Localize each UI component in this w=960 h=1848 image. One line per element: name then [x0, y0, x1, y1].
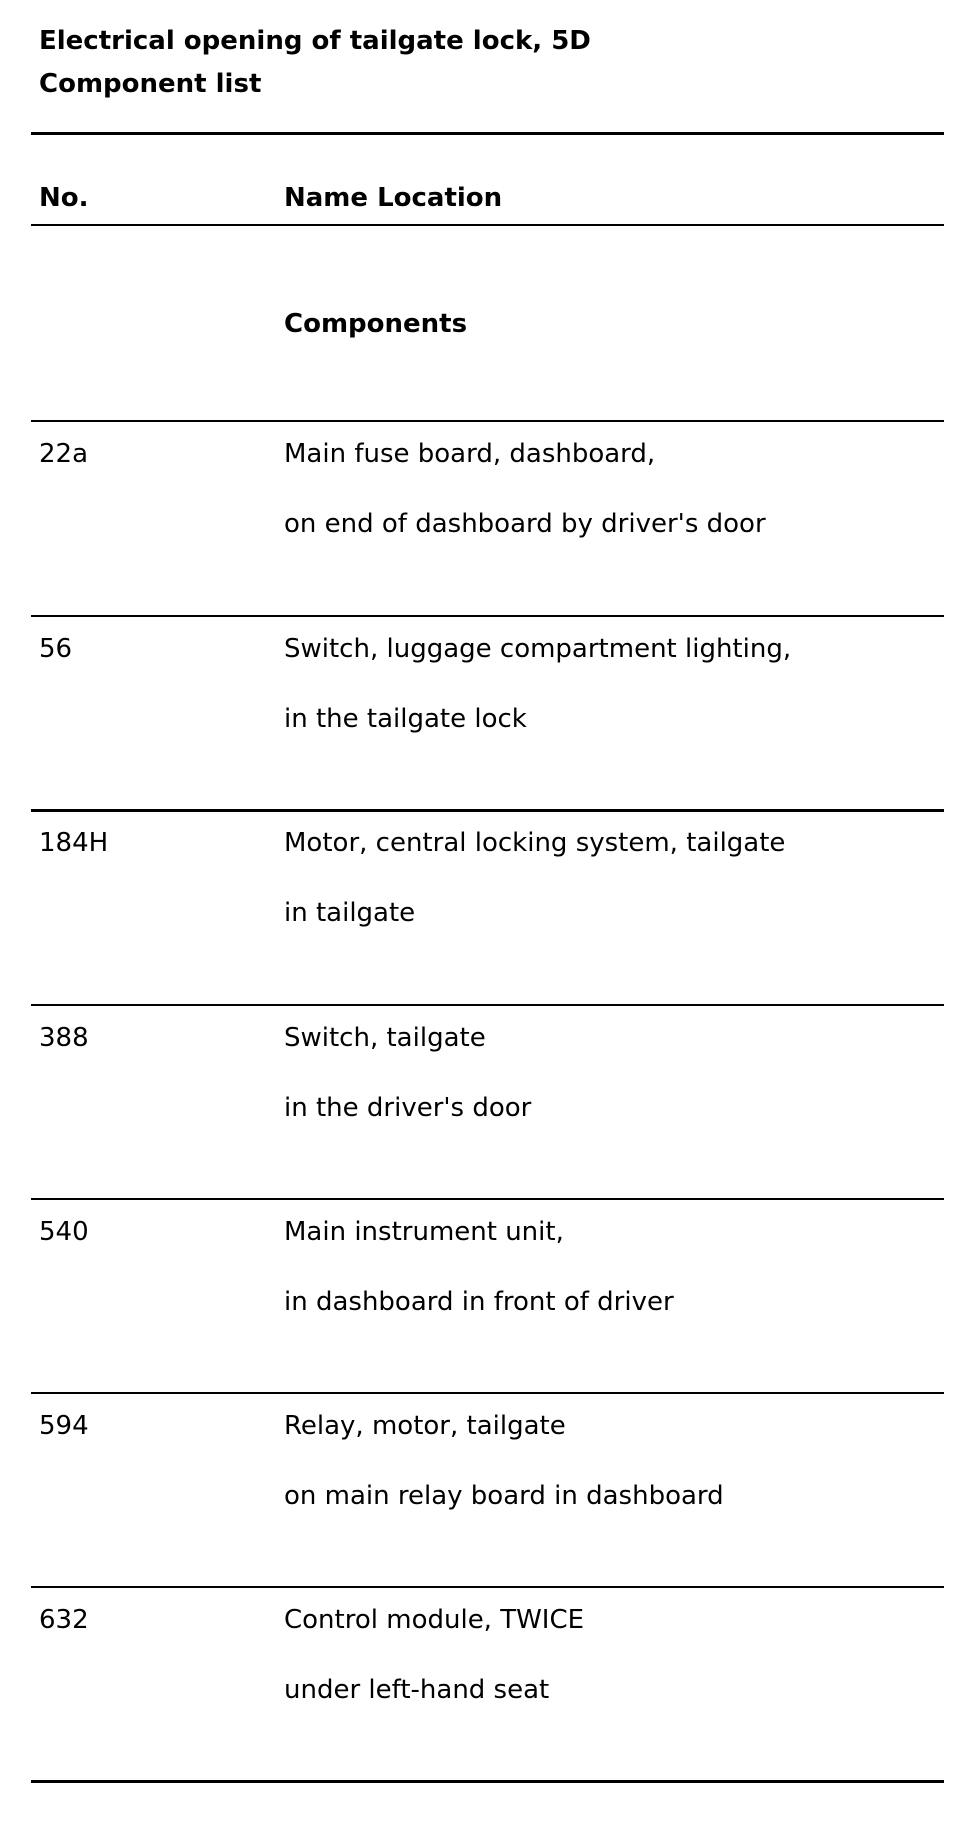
- title-line-1: Electrical opening of tailgate lock, 5D: [39, 26, 591, 56]
- component-number: 540: [39, 1217, 89, 1247]
- component-name: Control module, TWICE: [284, 1605, 585, 1635]
- row-divider: [31, 1004, 944, 1006]
- table-row: [0, 809, 960, 1005]
- row-divider: [31, 1586, 944, 1588]
- component-name: Switch, tailgate: [284, 1023, 486, 1053]
- component-location: on main relay board in dashboard: [284, 1481, 724, 1511]
- component-name: Motor, central locking system, tailgate: [284, 828, 786, 858]
- document-title: [39, 20, 591, 106]
- component-location: on end of dashboard by driver's door: [284, 509, 766, 539]
- bottom-divider: [31, 1780, 944, 1783]
- component-name: Main fuse board, dashboard,: [284, 439, 656, 469]
- table-row: [0, 1004, 960, 1200]
- row-divider: [31, 615, 944, 617]
- component-number: 594: [39, 1411, 89, 1441]
- row-divider: [31, 1198, 944, 1200]
- table-row: [0, 1392, 960, 1588]
- component-location: under left-hand seat: [284, 1675, 550, 1705]
- component-name: Relay, motor, tailgate: [284, 1411, 566, 1441]
- component-number: 22a: [39, 439, 89, 469]
- title-line-2: Component list: [39, 69, 262, 99]
- component-number: 56: [39, 634, 73, 664]
- table-row: [0, 1198, 960, 1394]
- component-number: 184H: [39, 828, 109, 858]
- component-name: Main instrument unit,: [284, 1217, 564, 1247]
- top-divider: [31, 132, 944, 135]
- column-header-name-location: Name Location: [284, 183, 503, 213]
- column-header-no: No.: [39, 183, 89, 213]
- component-number: 388: [39, 1023, 89, 1053]
- table-row: [0, 420, 960, 616]
- component-number: 632: [39, 1605, 89, 1635]
- table-row: [0, 615, 960, 811]
- component-location: in dashboard in front of driver: [284, 1287, 674, 1317]
- table-row: [0, 1586, 960, 1782]
- section-heading-components: Components: [284, 309, 468, 339]
- row-divider: [31, 420, 944, 422]
- component-location: in the driver's door: [284, 1093, 532, 1123]
- row-divider: [31, 809, 944, 812]
- component-location: in the tailgate lock: [284, 704, 527, 734]
- row-divider: [31, 1392, 944, 1394]
- component-location: in tailgate: [284, 898, 416, 928]
- component-name: Switch, luggage compartment lighting,: [284, 634, 792, 664]
- header-divider: [31, 224, 944, 226]
